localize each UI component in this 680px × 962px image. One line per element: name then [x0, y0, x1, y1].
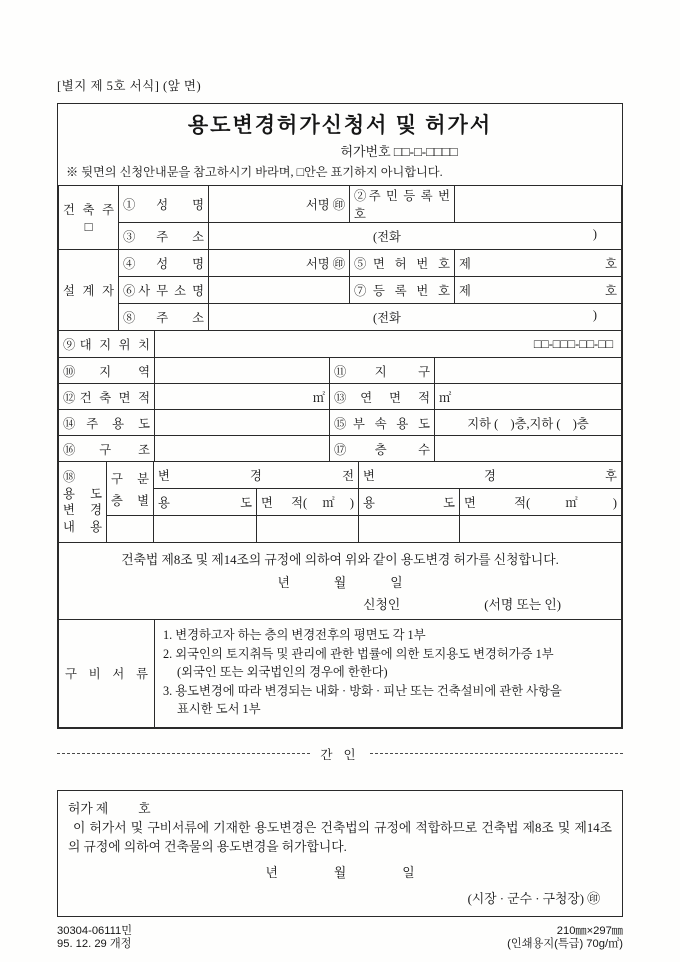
statement-signature-line: [67, 594, 613, 613]
owner-name-row: [59, 186, 622, 223]
sub-use-value-cell: 지하 ( )층,지하 ( )층: [435, 410, 622, 436]
building-area-value-cell: ㎡: [155, 384, 330, 410]
dash-line-left: [57, 753, 310, 754]
form-footer: [57, 925, 623, 952]
owner-phone-gap: [401, 227, 593, 245]
applicant-label: 신청인: [363, 598, 401, 612]
owner-address-value-cell: [209, 223, 622, 250]
applicant-sign-note: (서명 또는 인): [484, 598, 561, 612]
designer-office-value-cell: [209, 277, 350, 304]
permit-date-line: [68, 862, 612, 881]
site-location-value-cell: □□-□□□-□□-□□: [155, 331, 622, 358]
designer-group-label: 설 계 자: [63, 284, 114, 298]
designer-license-label-cell: ⑤면 허 번 호: [350, 250, 455, 277]
before-use-header-cell: 용 도: [154, 489, 257, 516]
gan-in-label: 간 인: [320, 747, 360, 762]
main-use-value-cell: [155, 410, 330, 436]
statement-year-label: 년: [277, 576, 290, 590]
total-area-label-cell: ⑬연 면 적: [330, 384, 435, 410]
designer-license-value-cell: 제 호: [455, 250, 622, 277]
statement-text: 건축법 제8조 및 제14조의 규정에 의하여 위와 같이 용도변경 허가를 신청합니다.: [121, 553, 559, 567]
owner-group-cell: [59, 186, 119, 250]
owner-group-label: 건 축 주: [63, 203, 114, 217]
statement-row: [59, 543, 622, 620]
building-area-label-cell: ⑫건 축 면 적: [59, 384, 155, 410]
permit-year-label: 년: [265, 865, 278, 880]
district-label-cell: ⑪지 구: [330, 358, 435, 384]
owner-resident-no-label-cell: ②주 민 등 록 번 호: [350, 186, 455, 223]
form-id-note: [별지 제 5호 서식] (앞 면): [57, 79, 202, 93]
statement-cell: [59, 543, 622, 620]
permit-body-text: 이 허가서 및 구비서류에 기재한 용도변경은 건축법의 규정에 적합하므로 건축법 제8조 및 제14조의 규정에 의하여 건축물의 용도변경을 허가합니다.: [68, 820, 612, 854]
designer-office-row: [59, 277, 622, 304]
floors-label-cell: ⑰층 수: [330, 436, 435, 462]
documents-table: [58, 619, 622, 728]
owner-checkbox: □: [84, 219, 93, 234]
main-use-label-cell: ⑭주 용 도: [59, 410, 155, 436]
statement-day-label: 일: [390, 576, 403, 590]
form-header: [58, 104, 622, 186]
owner-phone-close: ): [592, 227, 597, 241]
change-section-line-2: 변 경: [63, 503, 102, 517]
classification-label: 구 분: [111, 471, 149, 486]
documents-row: [59, 620, 622, 728]
permit-month-label: 월: [333, 865, 347, 880]
footer-revision: 95. 12. 29 개정: [57, 938, 132, 950]
site-location-label-cell: ⑨대 지 위 치: [59, 331, 155, 358]
footer-doc-code: 30304-06111민: [57, 924, 133, 937]
after-change-header-cell: 변 경 후: [359, 462, 622, 489]
owner-name-label-cell: ①성 명: [119, 186, 209, 223]
instruction-note: ※ 뒷면의 신청안내문을 참고하시기 바라며, □안은 표기하지 아니합니다.: [66, 165, 443, 179]
owner-signature-cell: 서명 ㊞: [209, 186, 350, 223]
use-row: [59, 410, 622, 436]
designer-phone-gap: [401, 308, 593, 326]
designer-group-cell: [59, 250, 119, 331]
gan-in-separator: [57, 745, 623, 763]
document-item-2: 2. 외국인의 토지취득 및 관리에 관한 법률에 의한 토지용도 변경허가증 1부: [163, 646, 554, 661]
application-section-box: [57, 103, 623, 729]
footer-paper-spec: (인쇄용지(특급) 70g/㎡): [507, 938, 623, 950]
designer-address-value-cell: [209, 304, 622, 331]
footer-right: [507, 925, 623, 952]
change-section-label-cell: [59, 462, 107, 543]
designer-signature-cell: 서명 ㊞: [209, 250, 350, 277]
structure-row: [59, 436, 622, 462]
after-area-header-cell: 면 적(㎡): [460, 489, 622, 516]
after-use-value-cell: [359, 516, 460, 543]
floors-value-cell: [435, 436, 622, 462]
area-row: [59, 384, 622, 410]
change-of-use-table: [58, 461, 622, 543]
designer-phone-field: [213, 308, 617, 326]
owner-address-label-cell: ③주 소: [119, 223, 209, 250]
structure-value-cell: [155, 436, 330, 462]
total-area-value-cell: ㎡: [435, 384, 622, 410]
footer-left: [57, 925, 132, 952]
documents-list-cell: [155, 620, 622, 728]
change-section-number: ⑱: [63, 470, 76, 484]
designer-office-label-cell: ⑥사 무 소 명: [119, 277, 209, 304]
document-item-3: 3. 용도변경에 따라 변경되는 내화 · 방화 · 피난 또는 건축설비에 관한 사항을: [163, 683, 562, 698]
permit-issuer-line: (시장 · 군수 · 구청장) ㊞: [467, 891, 600, 906]
document-item-1: 1. 변경하고자 하는 층의 변경전후의 평면도 각 1부: [163, 628, 426, 642]
designer-address-label-cell: ⑧주 소: [119, 304, 209, 331]
document-item-2-cont: (외국인 또는 외국법인의 경우에 한한다): [177, 665, 388, 679]
before-use-value-cell: [154, 516, 257, 543]
designer-address-row: [59, 304, 622, 331]
site-detail-table: [58, 357, 622, 462]
change-classification-inner: [111, 465, 149, 513]
form-title: 용도변경허가신청서 및 허가서: [187, 113, 493, 137]
owner-phone-open: (전화: [373, 230, 401, 244]
change-section-line-1: 용 도: [63, 486, 102, 501]
site-location-row: [59, 331, 622, 358]
sub-use-label-cell: ⑮부 속 용 도: [330, 410, 435, 436]
form-content: [57, 0, 623, 952]
permit-number-suffix: 호: [138, 801, 151, 816]
change-section-line-3: 내 용: [63, 519, 102, 534]
site-location-table: [58, 330, 622, 358]
structure-label-cell: ⑯구 조: [59, 436, 155, 462]
owner-resident-no-value-cell: [455, 186, 622, 223]
zone-value-cell: [155, 358, 330, 384]
after-area-value-cell: [460, 516, 622, 543]
designer-name-row: [59, 250, 622, 277]
before-area-header-cell: 면 적(㎡): [257, 489, 359, 516]
statement-date-line: [67, 572, 613, 591]
designer-phone-close: ): [592, 308, 597, 322]
change-header-row-1: [59, 462, 622, 489]
permit-day-label: 일: [402, 865, 415, 880]
zone-label-cell: ⑩지 역: [59, 358, 155, 384]
zone-district-row: [59, 358, 622, 384]
statement-table: [58, 542, 622, 620]
after-use-header-cell: 용 도: [359, 489, 460, 516]
statement-month-label: 월: [333, 576, 347, 590]
designer-phone-open: (전화: [373, 311, 401, 325]
dash-line-right: [370, 753, 623, 754]
document-item-3-cont: 표시한 도서 1부: [177, 702, 261, 716]
designer-name-label-cell: ④성 명: [119, 250, 209, 277]
before-change-header-cell: 변 경 전: [154, 462, 359, 489]
footer-paper-size: 210㎜×297㎜: [556, 924, 623, 937]
designer-reg-value-cell: 제 호: [455, 277, 622, 304]
change-floor-value-cell: [107, 516, 154, 543]
before-area-value-cell: [257, 516, 359, 543]
floor-label: 층 별: [111, 493, 149, 508]
permit-number-prefix: 허가 제: [68, 801, 109, 816]
district-value-cell: [435, 358, 622, 384]
permit-number-field: [68, 798, 612, 817]
permit-section-box: [57, 790, 623, 917]
designer-reg-label-cell: ⑦등 록 번 호: [350, 277, 455, 304]
owner-phone-field: [213, 227, 617, 245]
documents-label-cell: 구 비 서 류: [59, 620, 155, 728]
permit-number-line: 허가번호 □□-□-□□□□: [340, 144, 458, 159]
change-data-row: [59, 516, 622, 543]
owner-address-row: [59, 223, 622, 250]
parties-table: [58, 185, 622, 331]
change-classification-header-cell: [107, 462, 154, 516]
